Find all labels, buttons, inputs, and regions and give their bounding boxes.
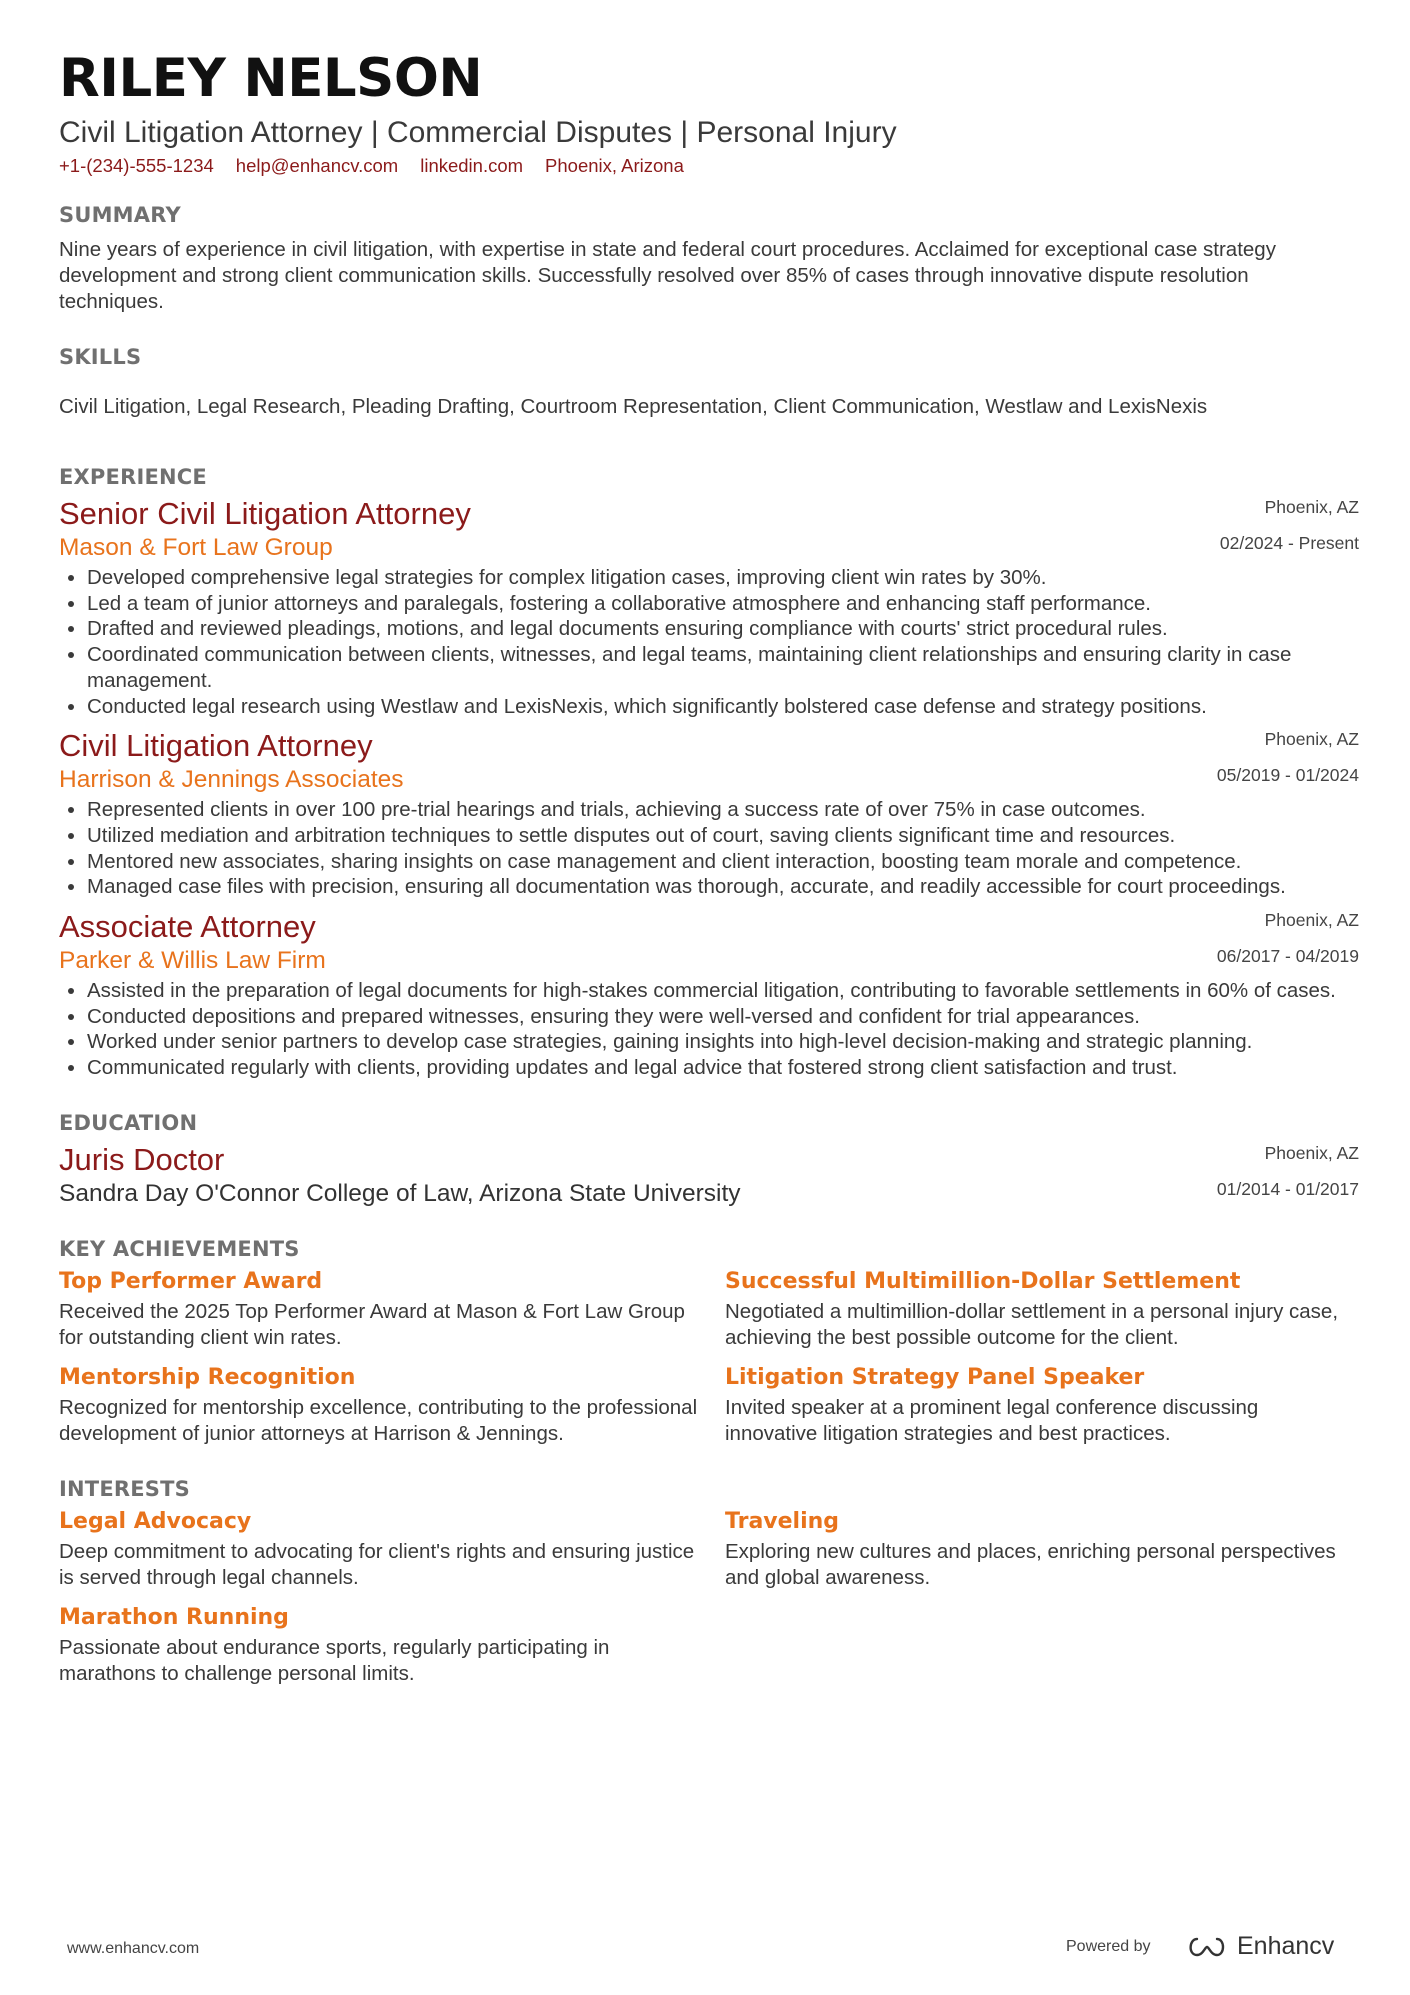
job-dates: 02/2024 - Present xyxy=(1219,533,1359,553)
skills-text: Civil Litigation, Legal Research, Pleading Drafting, Courtroom Representation, Client Communication, Westlaw and LexisNexis xyxy=(59,395,1208,418)
job-title: Associate Attorney xyxy=(59,909,316,945)
education-degree: Juris Doctor xyxy=(59,1141,225,1177)
interest-title: Traveling xyxy=(725,1508,840,1534)
experience-title: EXPERIENCE xyxy=(59,465,207,489)
job-bullet: • Communicated regularly with clients, providing updates and legal advice that fostered strong client satisfaction and trust. xyxy=(87,1055,1359,1081)
resume-header xyxy=(59,44,1359,177)
enhancv-logo[interactable] xyxy=(1185,1932,1334,1961)
achievement-title: Litigation Strategy Panel Speaker xyxy=(725,1364,1145,1390)
job-dates: 06/2017 - 04/2019 xyxy=(1216,946,1359,967)
footer-powered-by: Powered by xyxy=(1066,1938,1151,1955)
interest-title: Marathon Running xyxy=(59,1604,289,1630)
job-meta xyxy=(1220,489,1359,561)
page-footer xyxy=(0,1932,1410,1965)
job-bullet: • Coordinated communication between clients, witnesses, and legal teams, maintaining client relationships and ensuring clarity in case management. xyxy=(87,642,1359,693)
contact-location: Phoenix, Arizona xyxy=(545,155,684,176)
education-meta xyxy=(1217,1135,1359,1207)
job-bullet: • Worked under senior partners to develop case strategies, gaining insights into high-level decision-making and strategic planning. xyxy=(87,1029,1359,1055)
contact-phone[interactable]: +1-(234)-555-1234 xyxy=(59,155,214,176)
job-company: Mason & Fort Law Group xyxy=(59,534,333,561)
job-location: Phoenix, AZ xyxy=(1264,910,1359,931)
achievements-title: KEY ACHIEVEMENTS xyxy=(59,1236,300,1261)
achievement-item xyxy=(59,1361,725,1447)
skills-title: SKILLS xyxy=(59,345,142,369)
interest-desc: Deep commitment to advocating for client's rights and ensuring justice is served through legal channels. xyxy=(59,1539,695,1589)
job-bullet: • Utilized mediation and arbitration techniques to settle disputes out of court, saving clients significant time and resources. xyxy=(87,823,1359,849)
job-meta xyxy=(1217,902,1359,974)
job-company: Harrison & Jennings Associates xyxy=(59,766,404,794)
job-bullets xyxy=(59,565,1359,719)
education-location: Phoenix, AZ xyxy=(1264,1142,1359,1163)
job-company: Parker & Willis Law Firm xyxy=(59,947,326,975)
job-entry xyxy=(59,908,1359,1081)
achievement-desc: Invited speaker at a prominent legal conference discussing innovative litigation strategies and best practices. xyxy=(725,1395,1259,1445)
achievement-item xyxy=(59,1265,725,1351)
footer-url[interactable]: www.enhancv.com xyxy=(67,1940,200,1957)
job-bullet: • Developed comprehensive legal strategies for complex litigation cases, improving client win rates by 30%. xyxy=(87,565,1359,591)
interests-grid xyxy=(59,1505,1359,1687)
achievement-title: Mentorship Recognition xyxy=(59,1364,356,1390)
job-bullet: • Conducted legal research using Westlaw and LexisNexis, which significantly bolstered case defense and strategy positions. xyxy=(87,694,1359,720)
job-bullets xyxy=(59,978,1359,1081)
job-bullet: • Assisted in the preparation of legal documents for high-stakes commercial litigation, contributing to favorable settlements in 60% of cases. xyxy=(87,978,1359,1004)
interest-desc: Exploring new cultures and places, enriching personal perspectives and global awareness. xyxy=(725,1539,1336,1589)
interest-title: Legal Advocacy xyxy=(59,1508,252,1534)
contact-linkedin[interactable]: linkedin.com xyxy=(420,155,524,176)
education-title: EDUCATION xyxy=(59,1110,198,1135)
achievement-title: Successful Multimillion-Dollar Settlement xyxy=(725,1268,1241,1294)
contact-email[interactable]: help@enhancv.com xyxy=(235,155,399,176)
achievements-grid xyxy=(59,1265,1359,1447)
candidate-headline: Civil Litigation Attorney | Commercial Disputes | Personal Injury xyxy=(59,116,897,149)
achievements-section xyxy=(59,1237,1359,1447)
contact-info xyxy=(59,155,1359,177)
education-dates: 01/2014 - 01/2017 xyxy=(1216,1178,1359,1199)
skills-section xyxy=(59,345,1359,420)
interest-desc: Passionate about endurance sports, regularly participating in marathons to challenge personal limits. xyxy=(59,1635,610,1685)
resume-page xyxy=(59,44,1359,1687)
achievement-item xyxy=(725,1265,1359,1351)
achievement-desc: Negotiated a multimillion-dollar settlement in a personal injury case, achieving the best possible outcome for the client. xyxy=(725,1299,1339,1349)
job-bullets xyxy=(59,797,1359,900)
job-location: Phoenix, AZ xyxy=(1264,497,1359,517)
job-bullet: • Mentored new associates, sharing insights on case management and client interaction, boosting team morale and competence. xyxy=(87,849,1359,875)
job-title: Senior Civil Litigation Attorney xyxy=(59,496,471,531)
achievement-desc: Recognized for mentorship excellence, contributing to the professional development of junior attorneys at Harrison & Jennings. xyxy=(59,1395,698,1445)
enhancv-brand-text: Enhancv xyxy=(1237,1932,1335,1960)
job-bullet: • Conducted depositions and prepared witnesses, ensuring they were well-versed and confident for trial appearances. xyxy=(87,1004,1359,1030)
job-entry xyxy=(59,727,1359,900)
education-entry xyxy=(59,1141,1359,1209)
education-school: Sandra Day O'Connor College of Law, Arizona State University xyxy=(59,1179,741,1207)
summary-text: Nine years of experience in civil litigation, with expertise in state and federal court procedures. Acclaimed for exceptional case strategy development and strong client communication skills. Successfully resolved over 85% of cases through innovative dispute resolution techniques. xyxy=(59,238,1276,313)
job-bullet: • Led a team of junior attorneys and paralegals, fostering a collaborative atmosphere and enhancing staff performance. xyxy=(87,591,1359,617)
job-entry xyxy=(59,495,1359,719)
summary-title: SUMMARY xyxy=(59,203,181,227)
achievement-item xyxy=(725,1361,1359,1447)
experience-section xyxy=(59,465,1359,1081)
job-bullet: • Drafted and reviewed pleadings, motions, and legal documents ensuring compliance with courts' strict procedural rules. xyxy=(87,616,1359,642)
summary-section xyxy=(59,203,1359,315)
achievement-title: Top Performer Award xyxy=(59,1268,323,1294)
job-bullet: • Represented clients in over 100 pre-trial hearings and trials, achieving a success rate of over 75% in case outcomes. xyxy=(87,797,1359,823)
achievement-desc: Received the 2025 Top Performer Award at Mason & Fort Law Group for outstanding client win rates. xyxy=(59,1299,685,1349)
job-bullet: • Managed case files with precision, ensuring all documentation was thorough, accurate, and readily accessible for court proceedings. xyxy=(87,874,1359,900)
job-title: Civil Litigation Attorney xyxy=(59,728,373,764)
enhancv-logo-icon xyxy=(1185,1935,1229,1959)
interests-section xyxy=(59,1477,1359,1687)
interest-item xyxy=(59,1601,725,1687)
candidate-name: RILEY NELSON xyxy=(59,48,483,109)
interests-title: INTERESTS xyxy=(59,1476,190,1501)
job-meta xyxy=(1217,721,1359,793)
job-dates: 05/2019 - 01/2024 xyxy=(1216,765,1359,786)
education-section xyxy=(59,1111,1359,1209)
interest-item xyxy=(725,1505,1359,1591)
job-location: Phoenix, AZ xyxy=(1264,729,1359,750)
interest-item xyxy=(59,1505,725,1591)
